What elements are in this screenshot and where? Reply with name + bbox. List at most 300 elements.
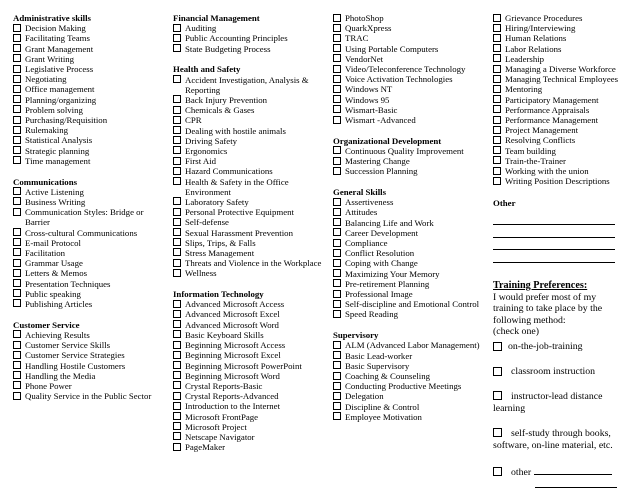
checkbox[interactable] [173,208,181,216]
checklist-item[interactable] [173,207,329,217]
other-line[interactable] [493,250,615,263]
checklist-item-label: Resolving Conflicts [505,135,576,146]
checklist-item[interactable] [333,340,488,350]
checkbox[interactable] [173,248,181,256]
checkbox[interactable] [173,146,181,154]
checklist-item[interactable] [173,309,329,319]
checkbox[interactable] [13,259,21,267]
checkbox[interactable] [173,136,181,144]
pref-option[interactable] [493,465,627,489]
checklist-item[interactable] [173,197,329,207]
checklist-item-label: Beginning Microsoft Word [185,370,280,381]
checklist-item[interactable] [333,381,488,391]
pref-option-label: other [511,466,532,478]
section [173,13,329,54]
checklist-item[interactable] [173,268,329,278]
checkbox[interactable] [173,330,181,338]
checklist-item[interactable] [173,105,329,115]
checklist-item-label: Cross-cultural Communications [25,227,138,238]
checkbox[interactable] [493,177,501,185]
checklist-item[interactable] [333,391,488,401]
checkbox[interactable] [173,106,181,114]
checkbox[interactable] [333,75,341,83]
checklist-item[interactable] [173,412,329,422]
checkbox[interactable] [493,44,501,52]
training-intro [493,292,627,338]
checklist-item-label: State Budgeting Process [185,43,271,54]
checklist-item[interactable] [333,279,488,289]
checkbox[interactable] [173,75,181,83]
checklist-item[interactable] [173,381,329,391]
checklist-item[interactable] [333,95,488,105]
checkbox[interactable] [333,146,341,154]
checkbox[interactable] [13,54,21,62]
checklist-item[interactable] [493,44,627,54]
section-heading: Supervisory [333,330,379,341]
checklist-item[interactable] [333,371,488,381]
checkbox[interactable] [173,116,181,124]
checklist-item[interactable] [333,197,488,207]
checkbox[interactable] [333,249,341,257]
checkbox[interactable] [493,126,501,134]
checkbox[interactable] [493,467,502,476]
checkbox[interactable] [333,105,341,113]
checklist-item[interactable] [13,299,163,309]
checklist-item[interactable] [333,74,488,84]
checklist-item[interactable] [173,217,329,227]
checkbox[interactable] [493,85,501,93]
checkbox[interactable] [493,24,501,32]
checklist-item[interactable] [493,33,627,43]
checkbox[interactable] [13,75,21,83]
checklist-item[interactable] [333,156,488,166]
checklist-item[interactable] [333,105,488,115]
checklist-item[interactable] [13,197,163,207]
checklist-item[interactable] [13,371,163,381]
section [13,13,163,166]
checklist-item[interactable] [493,146,627,156]
checkbox[interactable] [13,392,21,400]
checkbox[interactable] [333,351,341,359]
checklist-item[interactable] [13,268,163,278]
checkbox[interactable] [13,351,21,359]
checklist-item[interactable] [13,330,163,340]
checklist-item[interactable] [173,391,329,401]
checklist-item[interactable] [493,23,627,33]
checkbox[interactable] [333,310,341,318]
checkbox[interactable] [333,65,341,73]
checklist-item[interactable] [173,320,329,330]
checklist-item[interactable] [13,289,163,299]
checklist-item[interactable] [173,126,329,136]
checklist-item-label: Using Portable Computers [345,43,439,54]
checkbox[interactable] [333,392,341,400]
other-blank-line[interactable] [534,465,612,475]
checklist-item[interactable] [13,146,163,156]
checkbox[interactable] [493,136,501,144]
checkbox[interactable] [493,54,501,62]
checklist-item[interactable] [493,74,627,84]
checklist-item[interactable] [493,176,627,186]
checklist-item-label: Coping with Change [345,258,418,269]
checkbox[interactable] [333,24,341,32]
checklist-item[interactable] [13,84,163,94]
checkbox[interactable] [173,259,181,267]
checklist-item[interactable] [333,207,488,217]
checkbox[interactable] [173,95,181,103]
checklist-item-label: Beginning Microsoft PowerPoint [185,360,302,371]
checklist-item[interactable] [13,361,163,371]
checkbox[interactable] [333,167,341,175]
checklist-item[interactable] [173,228,329,238]
checklist-item[interactable] [333,23,488,33]
checklist-item[interactable] [13,54,163,64]
checkbox[interactable] [13,208,21,216]
checklist-item[interactable] [333,146,488,156]
checkbox[interactable] [493,75,501,83]
checkbox[interactable] [173,371,181,379]
checkbox[interactable] [333,54,341,62]
checkbox[interactable] [333,279,341,287]
checklist-item[interactable] [173,33,329,43]
checkbox[interactable] [173,228,181,236]
checklist-item[interactable] [13,238,163,248]
section-heading: Communications [13,176,78,187]
checklist-item[interactable] [173,401,329,411]
checklist-item[interactable] [173,442,329,452]
checklist-item[interactable] [333,33,488,43]
checkbox[interactable] [173,310,181,318]
checklist-item[interactable] [333,248,488,258]
checkbox[interactable] [493,95,501,103]
checklist-item[interactable] [333,115,488,125]
checklist-item[interactable] [13,187,163,197]
checklist-item[interactable] [173,95,329,105]
checklist-item-label: VendorNet [345,53,384,64]
checklist-item[interactable] [173,432,329,442]
other-line[interactable] [493,213,615,226]
other-line[interactable] [493,225,615,238]
checkbox[interactable] [333,341,341,349]
checklist-item[interactable] [333,54,488,64]
checkbox[interactable] [173,238,181,246]
checkbox[interactable] [173,157,181,165]
other-line[interactable] [493,238,615,251]
checklist-item[interactable] [13,207,163,227]
checkbox[interactable] [333,382,341,390]
checkbox[interactable] [333,95,341,103]
checklist-item-label: Letters & Memos [25,268,88,279]
checklist-item[interactable] [13,340,163,350]
checklist-item[interactable] [173,371,329,381]
checklist-item-label: Office management [25,84,95,95]
checkbox[interactable] [13,34,21,42]
checkbox[interactable] [173,432,181,440]
checkbox[interactable] [333,157,341,165]
checklist-item[interactable] [493,115,627,125]
checklist-item[interactable] [333,299,488,309]
checkbox[interactable] [333,208,341,216]
checklist-item-label: QuarkXpress [345,23,392,34]
checklist-item-label: Career Development [345,227,419,238]
checklist-item-label: Driving Safety [185,135,238,146]
pref-option[interactable] [493,428,627,452]
checkbox[interactable] [173,392,181,400]
checkbox[interactable] [13,24,21,32]
checkbox[interactable] [173,177,181,185]
checkbox[interactable] [173,44,181,52]
checkbox[interactable] [333,290,341,298]
checklist-item-label: Sexual Harassment Prevention [185,227,293,238]
checklist-item[interactable] [493,54,627,64]
checkbox[interactable] [333,14,341,22]
checkbox[interactable] [333,34,341,42]
checklist-item-label: Advanced Microsoft Excel [185,309,280,320]
checkbox[interactable] [13,126,21,134]
checkbox[interactable] [333,412,341,420]
checkbox[interactable] [13,279,21,287]
checkbox[interactable] [173,320,181,328]
checkbox[interactable] [13,116,21,124]
checklist-item[interactable] [493,84,627,94]
checklist-item[interactable] [13,33,163,43]
checklist-item[interactable] [333,64,488,74]
checklist-item[interactable] [333,228,488,238]
checklist-item[interactable] [173,299,329,309]
checklist-item[interactable] [13,44,163,54]
checkbox[interactable] [13,341,21,349]
checklist-item[interactable] [13,248,163,258]
checkbox[interactable] [493,167,501,175]
checkbox[interactable] [173,269,181,277]
checkbox[interactable] [493,14,501,22]
checklist-item-label: Laboratory Safety [185,196,249,207]
checkbox[interactable] [173,381,181,389]
checkbox[interactable] [173,412,181,420]
checkbox[interactable] [333,402,341,410]
checklist-item[interactable] [13,115,163,125]
checklist-item[interactable] [493,156,627,166]
checklist-item[interactable] [13,350,163,360]
checkbox[interactable] [173,24,181,32]
checkbox[interactable] [333,372,341,380]
checkbox[interactable] [13,85,21,93]
checkbox[interactable] [333,361,341,369]
checklist-item[interactable] [13,74,163,84]
checklist-item[interactable] [173,146,329,156]
checklist-item[interactable] [173,75,329,95]
checklist-item[interactable] [173,156,329,166]
checklist-item[interactable] [173,248,329,258]
checklist-item[interactable] [13,228,163,238]
checklist-item[interactable] [333,402,488,412]
checkbox[interactable] [493,342,502,351]
checklist-item-label: Time management [25,155,91,166]
pref-option[interactable] [493,366,627,378]
checkbox[interactable] [173,167,181,175]
checkbox[interactable] [333,85,341,93]
checklist-item[interactable] [173,23,329,33]
checkbox[interactable] [333,269,341,277]
checkbox[interactable] [333,198,341,206]
checklist-item[interactable] [333,258,488,268]
section-heading: Information Technology [173,289,264,300]
checkbox[interactable] [13,238,21,246]
checklist-item-label: Negotiating [25,74,67,85]
checklist-item[interactable] [173,238,329,248]
checklist-item[interactable] [493,95,627,105]
checklist-item[interactable] [173,258,329,268]
checklist-item[interactable] [173,44,329,54]
checkbox[interactable] [13,248,21,256]
checkbox[interactable] [13,105,21,113]
checkbox[interactable] [493,156,501,164]
checklist-item[interactable] [173,136,329,146]
checklist-item[interactable] [13,156,163,166]
checklist-item-label: Publishing Articles [25,298,93,309]
checkbox[interactable] [13,156,21,164]
checkbox[interactable] [493,146,501,154]
checklist-item[interactable] [13,135,163,145]
checklist-item[interactable] [493,105,627,115]
checkbox[interactable] [173,351,181,359]
checkbox[interactable] [173,443,181,451]
checklist-item[interactable] [493,166,627,176]
checklist-item[interactable] [333,166,488,176]
checklist-item[interactable] [173,350,329,360]
checklist-item[interactable] [493,135,627,145]
checkbox[interactable] [333,116,341,124]
checklist-item[interactable] [173,361,329,371]
checkbox[interactable] [13,197,21,205]
checklist-item[interactable] [333,13,488,23]
checklist-item[interactable] [13,258,163,268]
column-3 [333,13,488,422]
checkbox[interactable] [13,289,21,297]
checkbox[interactable] [13,381,21,389]
checkbox[interactable] [493,34,501,42]
other-blank-line[interactable] [535,478,617,488]
checklist-item[interactable] [13,105,163,115]
pref-option[interactable] [493,391,627,415]
checklist-item[interactable] [13,125,163,135]
checkbox[interactable] [173,361,181,369]
checklist-item-label: Wellness [185,268,217,279]
checklist-item[interactable] [493,13,627,23]
checkbox[interactable] [173,341,181,349]
checklist-item-label: Crystal Reports-Basic [185,380,263,391]
checklist-item[interactable] [173,166,329,176]
checklist-item-label: Problem solving [25,104,83,115]
checkbox[interactable] [13,361,21,369]
checklist-item-label: Auditing [185,23,217,34]
checkbox[interactable] [333,228,341,236]
checklist-item-label: Presentation Techniques [25,278,111,289]
checkbox[interactable] [333,44,341,52]
checkbox[interactable] [493,367,502,376]
checklist-item-label: Grant Management [25,43,94,54]
pref-option[interactable] [493,341,627,353]
section [333,136,488,177]
checkbox[interactable] [173,126,181,134]
checklist-item-label: Public Accounting Principles [185,33,288,44]
checklist-item[interactable] [493,64,627,74]
section [173,64,329,278]
checkbox[interactable] [333,259,341,267]
checkbox[interactable] [493,65,501,73]
checkbox[interactable] [13,95,21,103]
checklist-item[interactable] [13,95,163,105]
checklist-item[interactable] [13,23,163,33]
checkbox[interactable] [13,65,21,73]
checkbox[interactable] [13,187,21,195]
checkbox[interactable] [13,228,21,236]
checklist-item[interactable] [173,422,329,432]
checklist-item[interactable] [333,351,488,361]
checklist-item-label: Active Listening [25,186,84,197]
checkbox[interactable] [13,269,21,277]
section-heading: Organizational Development [333,135,442,146]
checkbox[interactable] [173,422,181,430]
checklist-item[interactable] [173,340,329,350]
checklist-item[interactable] [173,330,329,340]
checklist-item[interactable] [173,177,329,197]
checkbox[interactable] [13,136,21,144]
checklist-item-label: Human Relations [505,33,567,44]
checklist-item[interactable] [13,391,163,401]
checklist-item[interactable] [333,238,488,248]
checklist-item-label: Ergonomics [185,145,228,156]
checklist-item[interactable] [173,115,329,125]
checkbox[interactable] [493,105,501,113]
checklist-item[interactable] [333,309,488,319]
checkbox[interactable] [493,428,502,437]
checklist-item[interactable] [493,125,627,135]
checklist-item[interactable] [333,361,488,371]
checkbox[interactable] [493,391,502,400]
checklist-item[interactable] [333,44,488,54]
checklist-item[interactable] [333,412,488,422]
checklist-item-label: Working with the union [505,166,589,177]
checkbox[interactable] [173,300,181,308]
checklist-item[interactable] [13,279,163,289]
checklist-item-label: Succession Planning [345,166,418,177]
checklist-item[interactable] [333,218,488,228]
checkbox[interactable] [333,218,341,226]
checkbox[interactable] [173,197,181,205]
checkbox[interactable] [493,116,501,124]
checklist-item-label: Managing a Diverse Workforce [505,64,616,75]
checkbox[interactable] [13,146,21,154]
checkbox[interactable] [13,299,21,307]
checkbox[interactable] [173,402,181,410]
checklist-item[interactable] [13,64,163,74]
checkbox[interactable] [333,300,341,308]
checkbox[interactable] [173,218,181,226]
checklist-item[interactable] [333,84,488,94]
checkbox[interactable] [13,371,21,379]
checklist-item-label: ALM (Advanced Labor Management) [345,340,480,351]
checklist-item[interactable] [333,289,488,299]
checklist-item[interactable] [13,381,163,391]
checkbox[interactable] [13,330,21,338]
checklist-item-label: Assertiveness [345,197,394,208]
checkbox[interactable] [13,44,21,52]
checklist-item[interactable] [333,269,488,279]
checkbox[interactable] [173,34,181,42]
checkbox[interactable] [333,239,341,247]
checklist-item-label: Basic Keyboard Skills [185,329,264,340]
